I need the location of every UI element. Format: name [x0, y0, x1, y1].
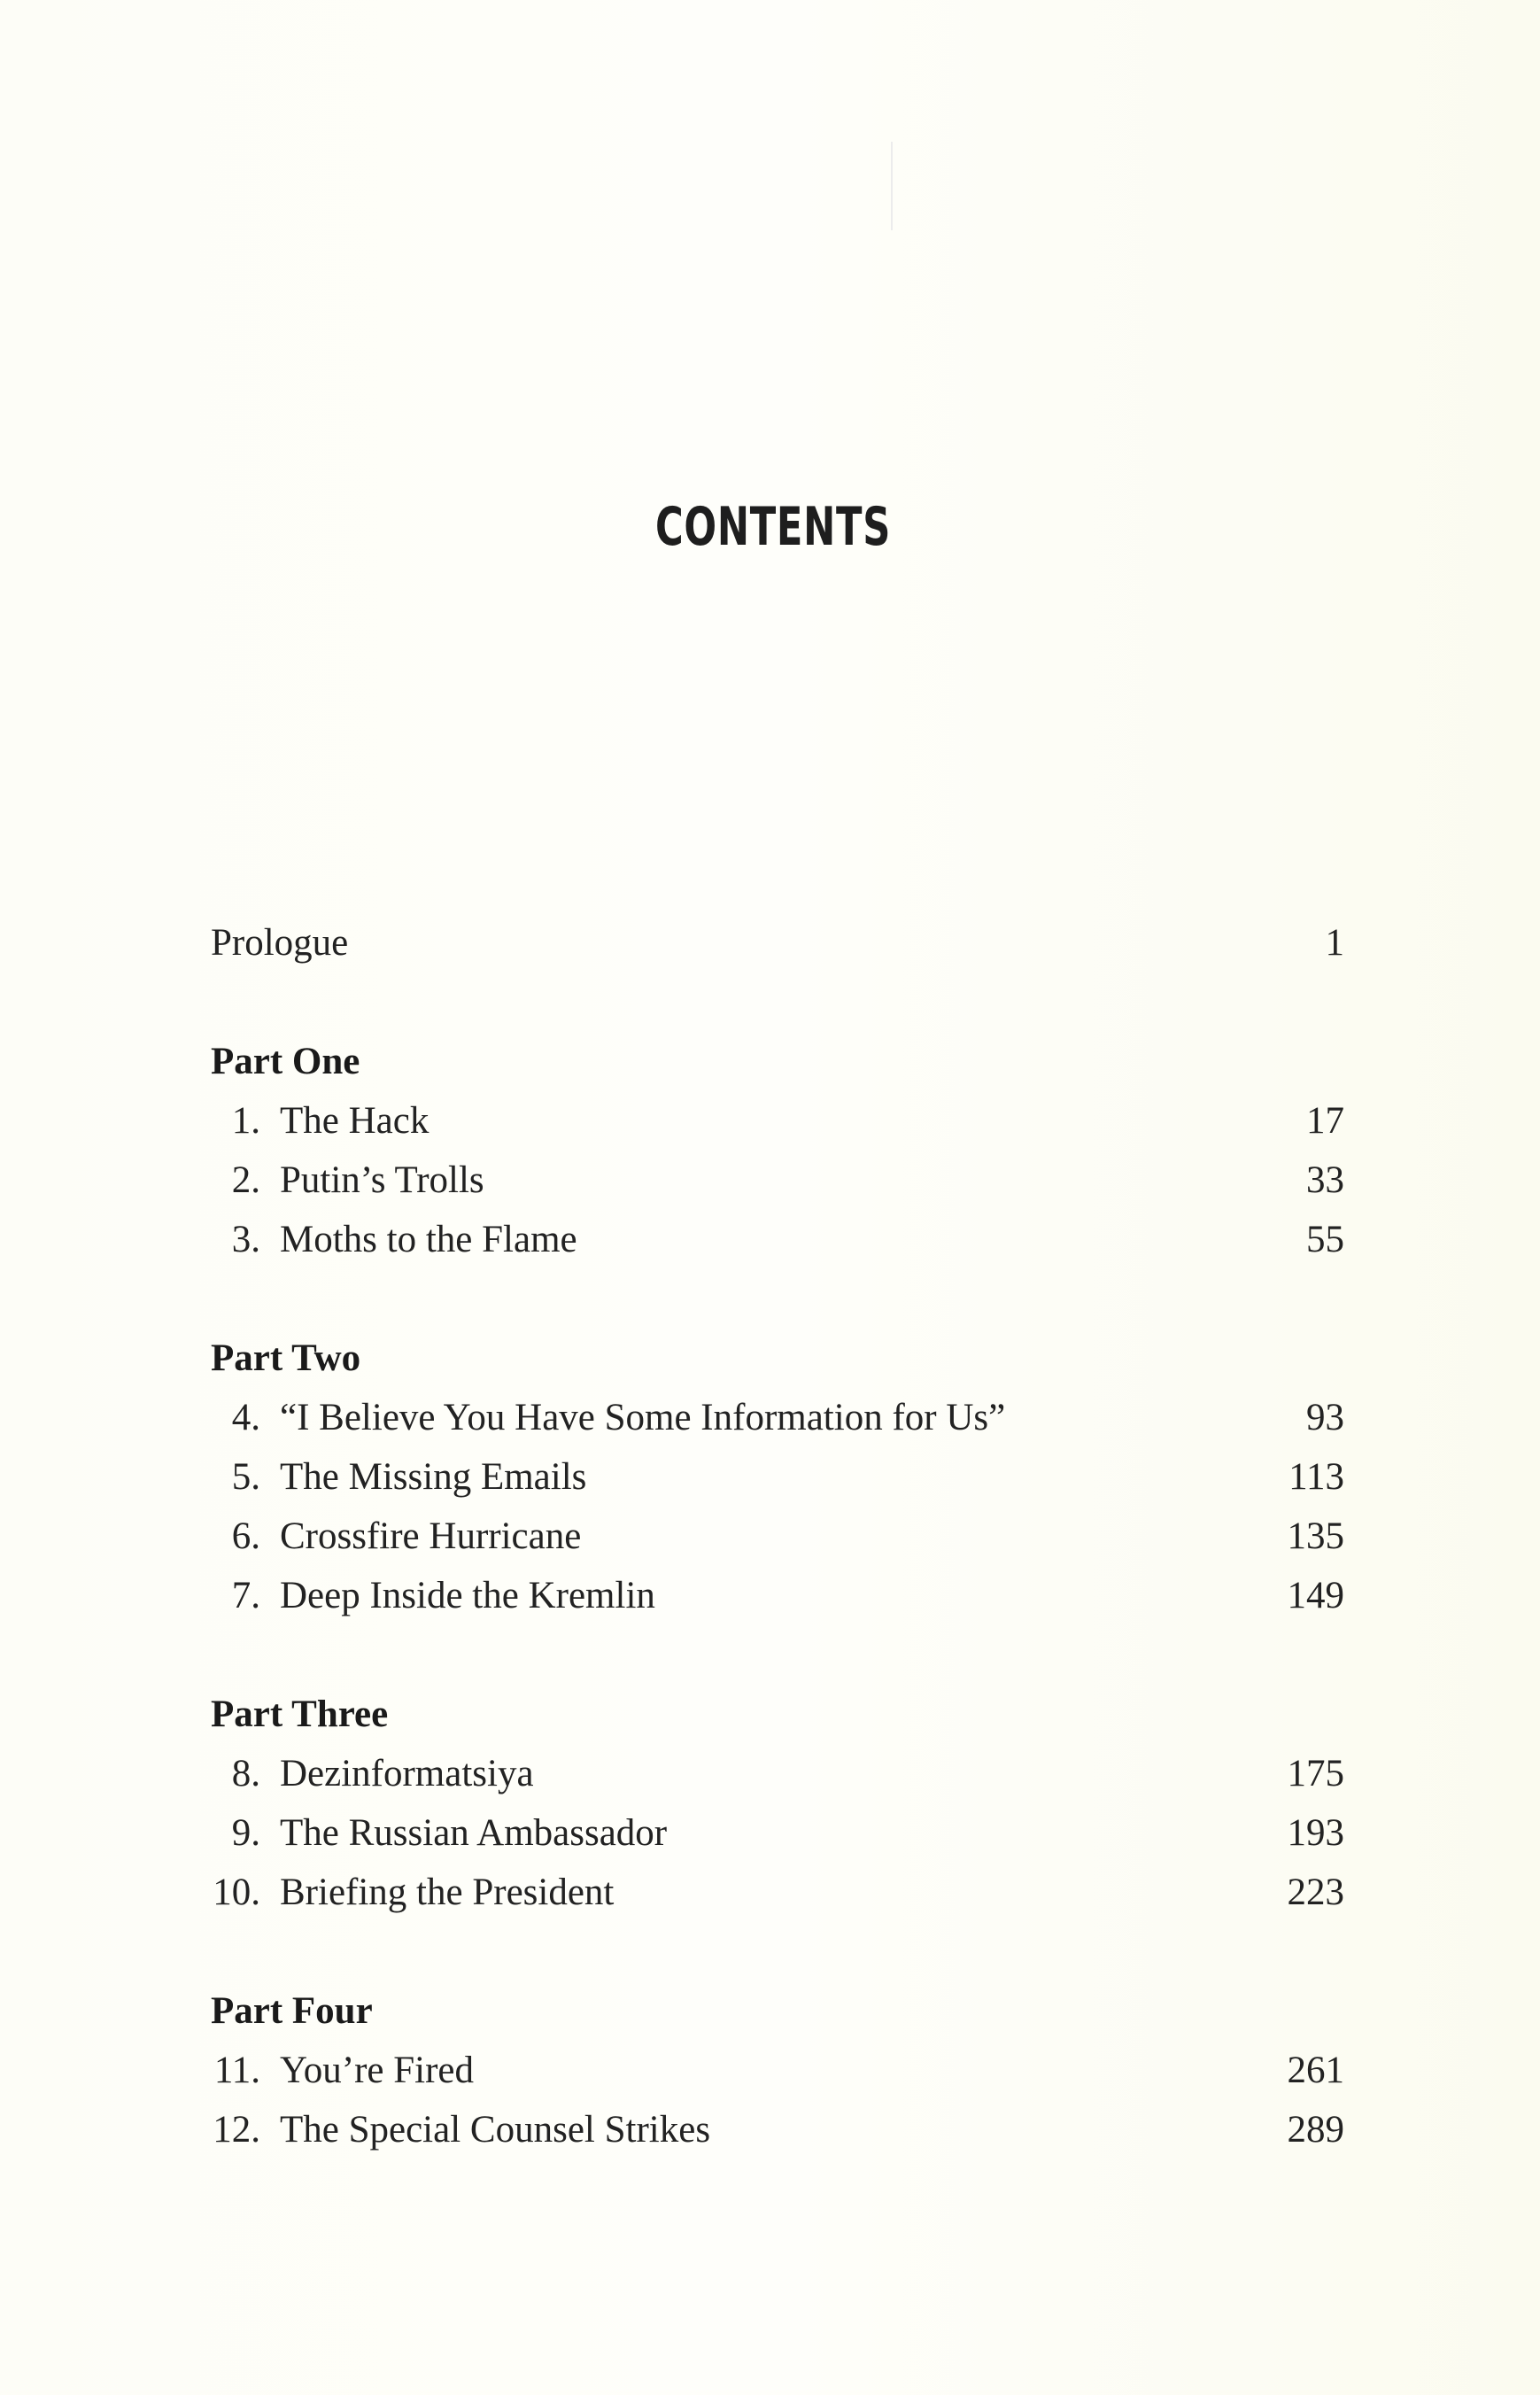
toc-entry-chapter[interactable] — [211, 1807, 1344, 1860]
part-heading — [211, 1985, 1344, 2038]
toc-entry-chapter[interactable] — [211, 1391, 1344, 1445]
part-heading — [211, 1035, 1344, 1089]
chapter-number: 12. — [213, 2109, 260, 2151]
scan-artifact — [891, 142, 893, 230]
toc-entry-chapter[interactable] — [211, 1451, 1344, 1504]
chapter-page-number: 17 — [1306, 1100, 1344, 1142]
chapter-number: 5. — [231, 1456, 260, 1498]
chapter-page-number: 113 — [1288, 1456, 1344, 1498]
part-title: Part Three — [211, 1694, 389, 1735]
chapter-number: 3. — [231, 1219, 260, 1260]
chapter-page-number: 55 — [1306, 1219, 1344, 1260]
chapter-title: The Special Counsel Strikes — [280, 2109, 711, 2151]
entry-page-number: 1 — [1325, 922, 1344, 964]
chapter-number: 9. — [231, 1812, 260, 1854]
chapter-number: 2. — [231, 1159, 260, 1201]
chapter-page-number: 175 — [1287, 1753, 1344, 1794]
chapter-page-number: 33 — [1306, 1159, 1344, 1201]
chapter-title: Putin’s Trolls — [280, 1159, 484, 1201]
chapter-page-number: 223 — [1287, 1872, 1344, 1913]
page-title: CONTENTS — [654, 496, 892, 559]
chapter-title: Briefing the President — [280, 1872, 615, 1913]
chapter-title: The Missing Emails — [280, 1456, 587, 1498]
toc-entry-chapter[interactable] — [211, 1570, 1344, 1623]
chapter-number: 6. — [231, 1515, 260, 1557]
toc-entry-chapter[interactable] — [211, 2104, 1344, 2157]
toc-entry-chapter[interactable] — [211, 2044, 1344, 2097]
part-title: Part One — [211, 1041, 360, 1082]
chapter-title: Crossfire Hurricane — [280, 1515, 582, 1557]
chapter-number: 4. — [231, 1397, 260, 1438]
chapter-page-number: 193 — [1287, 1812, 1344, 1854]
chapter-page-number: 135 — [1287, 1515, 1344, 1557]
entry-title: Prologue — [211, 922, 349, 964]
chapter-page-number: 289 — [1287, 2109, 1344, 2151]
chapter-title: The Russian Ambassador — [280, 1812, 668, 1854]
chapter-number: 7. — [231, 1575, 260, 1616]
part-title: Part Two — [211, 1337, 361, 1379]
chapter-title: You’re Fired — [280, 2050, 474, 2091]
chapter-page-number: 93 — [1306, 1397, 1344, 1438]
chapter-number: 1. — [231, 1100, 260, 1142]
toc-entry-chapter[interactable] — [211, 1748, 1344, 1801]
toc-entry-chapter[interactable] — [211, 1866, 1344, 1919]
toc-entry-prologue[interactable] — [211, 917, 1344, 970]
toc-entry-chapter[interactable] — [211, 1510, 1344, 1563]
chapter-number: 8. — [231, 1753, 260, 1794]
chapter-title: “I Believe You Have Some Information for Us” — [280, 1397, 1006, 1438]
part-heading — [211, 1688, 1344, 1741]
chapter-number: 10. — [213, 1872, 260, 1913]
toc-entry-chapter[interactable] — [211, 1154, 1344, 1207]
chapter-title: The Hack — [280, 1100, 429, 1142]
toc-entry-chapter[interactable] — [211, 1095, 1344, 1148]
chapter-title: Dezinformatsiya — [280, 1753, 534, 1794]
chapter-page-number: 261 — [1287, 2050, 1344, 2091]
part-title: Part Four — [211, 1990, 373, 2032]
chapter-page-number: 149 — [1287, 1575, 1344, 1616]
part-heading — [211, 1332, 1344, 1385]
chapter-title: Deep Inside the Kremlin — [280, 1575, 655, 1616]
chapter-title: Moths to the Flame — [280, 1219, 577, 1260]
toc-entry-chapter[interactable] — [211, 1213, 1344, 1267]
chapter-number: 11. — [213, 2050, 260, 2091]
